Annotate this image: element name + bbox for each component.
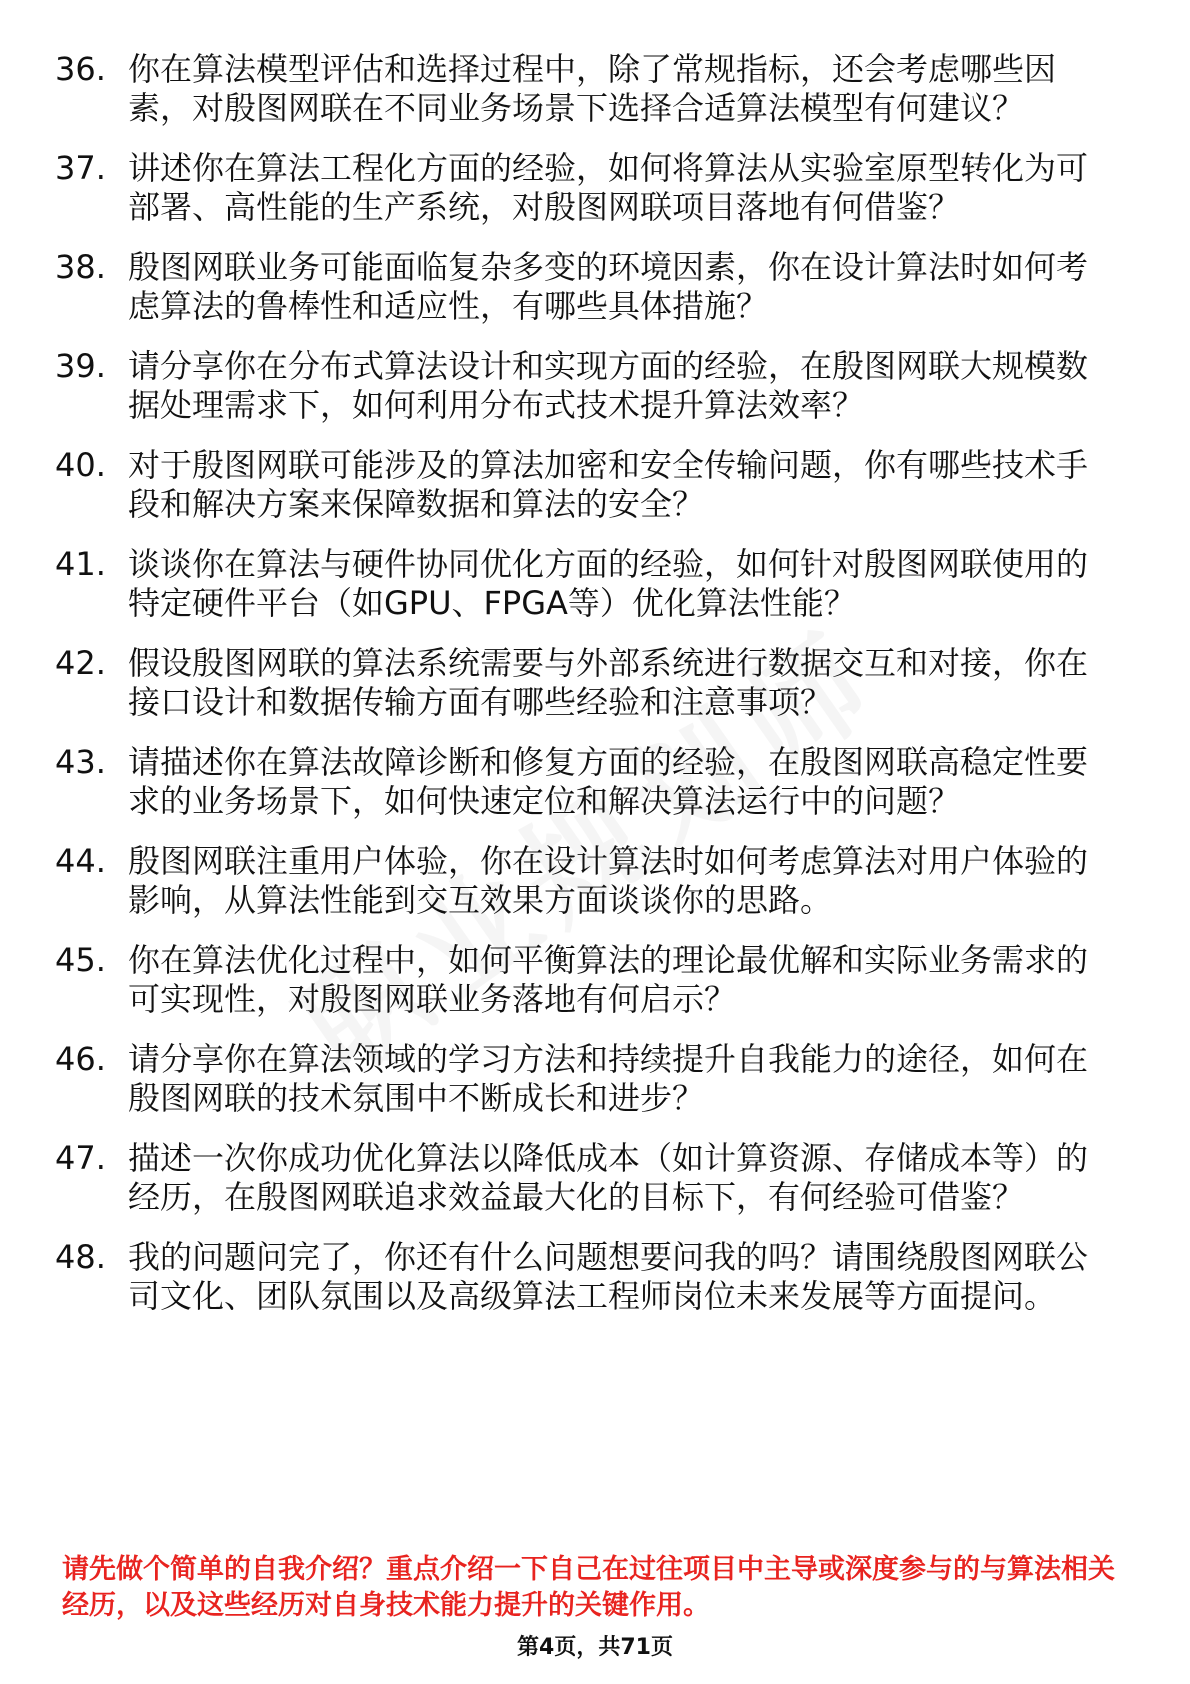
question-number: 42. xyxy=(55,644,106,682)
list-item xyxy=(55,644,1105,722)
list-item xyxy=(55,1040,1105,1118)
question-text: 对于殷图网联可能涉及的算法加密和安全传输问题，你有哪些技术手段和解决方案来保障数据和算法的安全？ xyxy=(128,446,1089,523)
question-text: 你在算法模型评估和选择过程中，除了常规指标，还会考虑哪些因素，对殷图网联在不同业务场景下选择合适算法模型有何建议？ xyxy=(128,50,1057,127)
list-item xyxy=(55,50,1105,128)
list-item xyxy=(55,149,1105,227)
question-number: 37. xyxy=(55,149,106,187)
question-number: 44. xyxy=(55,842,106,880)
question-number: 40. xyxy=(55,446,106,484)
question-text: 谈谈你在算法与硬件协同优化方面的经验，如何针对殷图网联使用的特定硬件平台（如GPU、FPGA等）优化算法性能？ xyxy=(128,545,1089,622)
question-text: 请分享你在算法领域的学习方法和持续提升自我能力的途径，如何在殷图网联的技术氛围中不断成长和进步？ xyxy=(128,1040,1089,1117)
question-text: 请分享你在分布式算法设计和实现方面的经验，在殷图网联大规模数据处理需求下，如何利用分布式技术提升算法效率？ xyxy=(128,347,1089,424)
question-text: 假设殷图网联的算法系统需要与外部系统进行数据交互和对接，你在接口设计和数据传输方面有哪些经验和注意事项？ xyxy=(128,644,1089,721)
question-text: 描述一次你成功优化算法以降低成本（如计算资源、存储成本等）的经历，在殷图网联追求效益最大化的目标下，有何经验可借鉴？ xyxy=(128,1139,1089,1216)
question-number: 46. xyxy=(55,1040,106,1078)
question-text: 讲述你在算法工程化方面的经验，如何将算法从实验室原型转化为可部署、高性能的生产系统，对殷图网联项目落地有何借鉴？ xyxy=(128,149,1089,226)
list-item xyxy=(55,941,1105,1019)
list-item xyxy=(55,248,1105,326)
list-item xyxy=(55,743,1105,821)
list-item xyxy=(55,842,1105,920)
list-item xyxy=(55,446,1105,524)
question-number: 39. xyxy=(55,347,106,385)
question-number: 45. xyxy=(55,941,106,979)
question-text: 殷图网联业务可能面临复杂多变的环境因素，你在设计算法时如何考虑算法的鲁棒性和适应性，有哪些具体措施？ xyxy=(128,248,1089,325)
question-text: 你在算法优化过程中，如何平衡算法的理论最优解和实际业务需求的可实现性，对殷图网联业务落地有何启示？ xyxy=(128,941,1089,1018)
list-item xyxy=(55,545,1105,623)
list-item xyxy=(55,1139,1105,1217)
list-item xyxy=(55,1238,1105,1316)
question-number: 47. xyxy=(55,1139,106,1177)
question-text: 我的问题问完了，你还有什么问题想要问我的吗？请围绕殷图网联公司文化、团队氛围以及高级算法工程师岗位未来发展等方面提问。 xyxy=(128,1238,1089,1315)
question-number: 36. xyxy=(55,50,106,88)
question-number: 48. xyxy=(55,1238,106,1276)
highlighted-note: 请先做个简单的自我介绍？重点介绍一下自己在过往项目中主导或深度参与的与算法相关经历，以及这些经历对自身技术能力提升的关键作用。 xyxy=(62,1554,1115,1621)
page-number: 第4页，共71页 xyxy=(517,1635,673,1660)
question-number: 38. xyxy=(55,248,106,286)
question-text: 殷图网联注重用户体验，你在设计算法时如何考虑算法对用户体验的影响，从算法性能到交互效果方面谈谈你的思路。 xyxy=(128,842,1089,919)
question-list xyxy=(55,50,1105,1337)
question-number: 43. xyxy=(55,743,106,781)
question-number: 41. xyxy=(55,545,106,583)
list-item xyxy=(55,347,1105,425)
question-text: 请描述你在算法故障诊断和修复方面的经验，在殷图网联高稳定性要求的业务场景下，如何快速定位和解决算法运行中的问题？ xyxy=(128,743,1089,820)
